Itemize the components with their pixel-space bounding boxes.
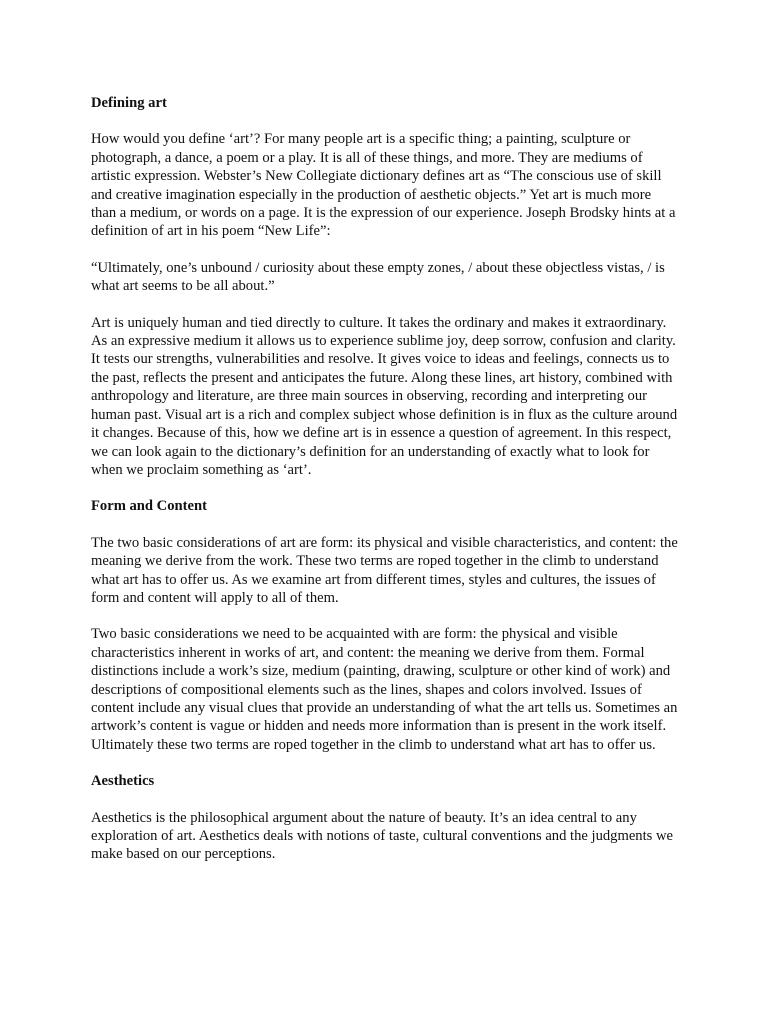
paragraph-form-content-1: The two basic considerations of art are form: its physical and visible characteristics, and content: the meaning we derive from the work. These two terms are roped together in the climb to understand what art has to offer us. As we examine art from different times, styles and cultures, the issues of form and content will apply to all of them. (91, 534, 678, 606)
heading-form-and-content: Form and Content (91, 498, 207, 515)
document-body (91, 94, 679, 882)
paragraph-aesthetics: Aesthetics is the philosophical argument about the nature of beauty. It’s an idea central to any exploration of art. Aesthetics deals with notions of taste, cultural conventions and the judgments we make based on our perceptions. (91, 809, 673, 863)
quote-brodsky: “Ultimately, one’s unbound / curiosity about these empty zones, / about these objectless vistas, / is what art seems to be all about.” (91, 259, 665, 295)
paragraph-defining-art-intro: How would you define ‘art’? For many people art is a specific thing; a painting, sculpture or photograph, a dance, a poem or a play. It is all of these things, and more. They are mediums of artistic expression. Webster’s New Collegiate dictionary defines art as “The conscious use of skill and creative imagination especially in the production of aesthetic objects.” Yet art is much more than a medium, or words on a page. It is the expression of our experience. Joseph Brodsky hints at a definition of art in his poem “New Life”: (91, 131, 676, 240)
paragraph-art-uniquely-human: Art is uniquely human and tied directly to culture. It takes the ordinary and makes it extraordinary. As an expressive medium it allows us to experience sublime joy, deep sorrow, confusion and clarity. It tests our strengths, vulnerabilities and resolve. It gives voice to ideas and feelings, connects us to the past, reflects the present and anticipates the future. Along these lines, art history, combined with anthropology and literature, are three main sources in observing, recording and interpreting our human past. Visual art is a rich and complex subject whose definition is in flux as the culture around it changes. Because of this, how we define art is in essence a question of agreement. In this respect, we can look again to the dictionary’s definition for an understanding of exactly what to look for when we proclaim something as ‘art’. (91, 314, 678, 478)
heading-aesthetics: Aesthetics (91, 773, 155, 790)
paragraph-form-content-2: Two basic considerations we need to be acquainted with are form: the physical and visible characteristics inherent in works of art, and content: the meaning we derive from them. Formal distinctions include a work’s size, medium (painting, drawing, sculpture or other kind of work) and descriptions of compositional elements such as the lines, shapes and colors involved. Issues of content include any visual clues that provide an understanding of what the art tells us. Sometimes an artwork’s content is vague or hidden and needs more information than is present in the work itself. Ultimately these two terms are roped together in the climb to understand what art has to offer us. (91, 626, 678, 753)
heading-defining-art: Defining art (91, 95, 167, 111)
